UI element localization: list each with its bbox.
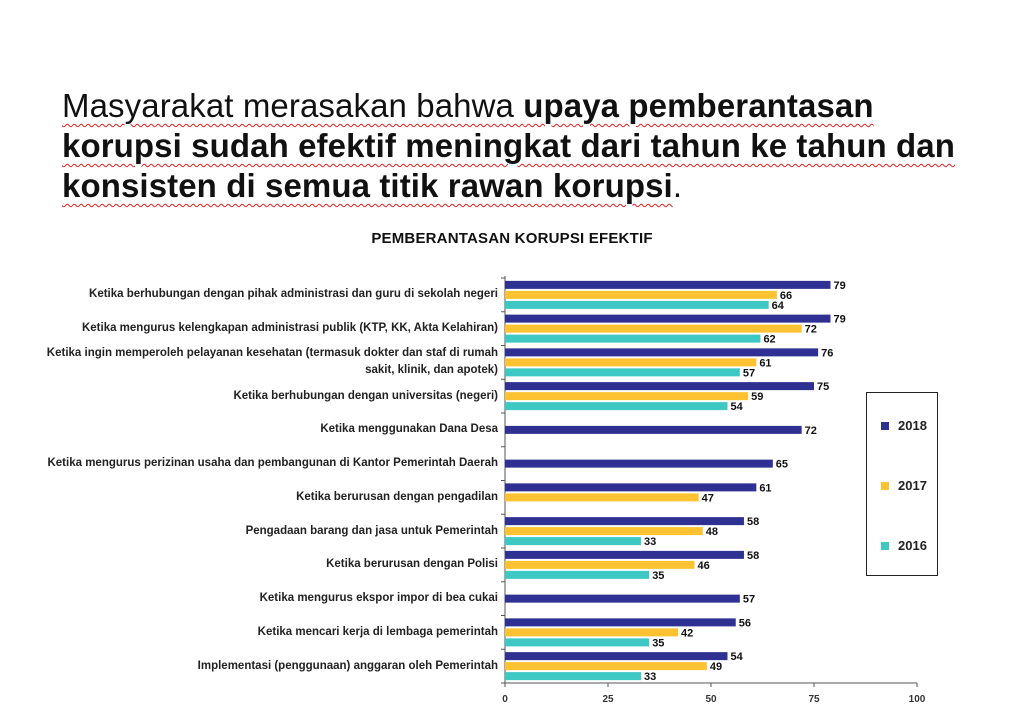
category-label: Ketika mengurus perizinan usaha dan pembangunan di Kantor Pemerintah Daerah: [47, 457, 498, 470]
headline-bold: upaya pemberantasan korupsi sudah efektif meningkat dari tahun ke tahun dan konsisten di semua titik rawan korupsi: [62, 87, 955, 204]
headline-end: .: [672, 167, 683, 204]
x-tick-label: 25: [602, 694, 614, 705]
bar-2017: [505, 325, 802, 333]
legend-label-2018: 2018: [898, 418, 927, 433]
data-label-2018: 79: [833, 313, 846, 326]
bar-2016: [505, 537, 641, 545]
bar-2017: [505, 527, 703, 535]
data-label-2018: 58: [746, 549, 760, 562]
bar-2016: [505, 368, 740, 376]
bar-2018: [505, 618, 736, 626]
data-label-2016: 35: [652, 569, 665, 582]
bar-2018: [505, 315, 830, 323]
data-label-2018: 57: [742, 593, 756, 606]
data-label-2016: 57: [742, 367, 756, 380]
bar-2017: [505, 493, 699, 501]
bar-2018: [505, 460, 773, 468]
data-label-2017: 42: [681, 627, 694, 640]
bar-2018: [505, 483, 756, 491]
headline-normal: Masyarakat merasakan bahwa: [62, 87, 524, 124]
data-label-2017: 61: [759, 357, 772, 370]
data-label-2016: 54: [730, 401, 743, 414]
bar-2018: [505, 281, 830, 289]
category-label: Ketika mengurus kelengkapan administrasi publik (KTP, KK, Akta Kelahiran): [81, 322, 498, 335]
bar-2018: [505, 426, 802, 434]
legend: [866, 392, 938, 576]
data-label-2016: 33: [643, 536, 657, 549]
data-label-2017: 72: [804, 323, 817, 336]
legend-item-2018: [881, 418, 927, 433]
data-label-2017: 47: [701, 492, 714, 505]
category-label: Ketika berhubungan dengan pihak administrasi dan guru di sekolah negeri: [89, 288, 498, 301]
data-label-2016: 35: [652, 637, 665, 650]
legend-item-2016: [881, 538, 927, 553]
bar-2018: [505, 652, 727, 660]
category-label: Ketika berurusan dengan pengadilan: [296, 490, 498, 503]
legend-swatch-2017: [881, 482, 889, 490]
bar-2016: [505, 301, 769, 309]
legend-label-2017: 2017: [898, 478, 927, 493]
legend-swatch-2016: [881, 542, 889, 550]
bar-2016: [505, 335, 760, 343]
category-label: Ketika mencari kerja di lembaga pemerintah: [257, 625, 498, 638]
category-label: Ketika berurusan dengan Polisi: [326, 558, 498, 571]
data-label-2016: 33: [643, 671, 657, 684]
data-label-2016: 64: [771, 299, 784, 312]
chart-title: PEMBERANTASAN KORUPSI EFEKTIF: [371, 230, 653, 247]
data-label-2018: 72: [804, 424, 817, 437]
data-label-2018: 56: [738, 617, 751, 630]
data-label-2018: 76: [821, 347, 834, 360]
bar-2017: [505, 358, 756, 366]
bar-2018: [505, 551, 744, 559]
data-label-2016: 62: [763, 333, 776, 346]
bar-2018: [505, 348, 818, 356]
legend-item-2017: [881, 478, 927, 493]
bar-2017: [505, 291, 777, 299]
category-label: Ketika menggunakan Dana Desa: [320, 423, 498, 436]
x-tick-label: 75: [808, 694, 820, 705]
bar-2016: [505, 638, 649, 646]
data-label-2018: 58: [746, 516, 760, 529]
data-label-2018: 79: [833, 279, 846, 292]
data-label-2018: 65: [775, 458, 789, 471]
category-label: Implementasi (penggunaan) anggaran oleh Pemerintah: [197, 659, 498, 672]
data-label-2017: 49: [709, 661, 723, 674]
data-label-2018: 54: [730, 651, 743, 664]
data-label-2017: 46: [697, 559, 710, 572]
data-label-2017: 59: [751, 391, 764, 404]
data-label-2017: 66: [779, 289, 793, 302]
bar-2018: [505, 595, 740, 603]
data-label-2017: 48: [705, 526, 719, 539]
x-tick-label: 50: [705, 694, 717, 705]
bar-2018: [505, 382, 814, 390]
bar-2017: [505, 628, 678, 636]
bar-2016: [505, 402, 727, 410]
bar-2017: [505, 392, 748, 400]
x-tick-label: 0: [502, 694, 508, 705]
category-label: Ketika berhubungan dengan universitas (negeri): [233, 389, 498, 402]
category-label: Pengadaan barang dan jasa untuk Pemerintah: [245, 524, 498, 537]
bar-2017: [505, 561, 695, 569]
legend-swatch-2018: [881, 422, 889, 430]
bar-2017: [505, 662, 707, 670]
bar-2016: [505, 571, 649, 579]
legend-label-2016: 2016: [898, 538, 927, 553]
category-label: Ketika ingin memperoleh pelayanan kesehatan (termasuk dokter dan staf di rumah sakit, klinik, dan apotek): [46, 347, 498, 377]
data-label-2018: 75: [817, 381, 830, 394]
category-label: Ketika mengurus ekspor impor di bea cukai: [259, 592, 498, 605]
data-label-2018: 61: [759, 482, 772, 495]
bar-2016: [505, 672, 641, 680]
x-tick-label: 100: [908, 694, 926, 705]
bar-2018: [505, 517, 744, 525]
